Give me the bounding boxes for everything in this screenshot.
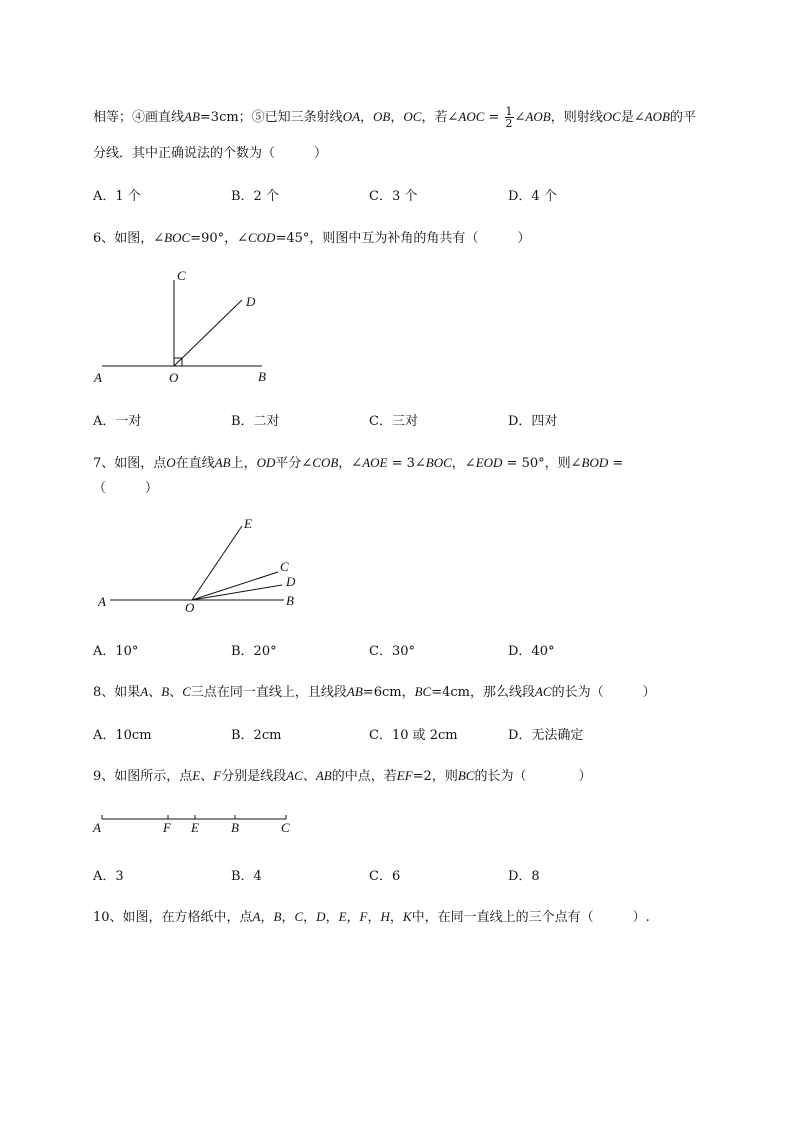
q8-option-d[interactable]: D．无法确定 <box>508 728 584 743</box>
q7-label-d: D <box>286 574 296 589</box>
q7-label-o: O <box>185 600 195 615</box>
q6-ray-od <box>174 300 242 366</box>
q6-figure <box>90 262 290 387</box>
q9-label-b: B <box>231 820 239 835</box>
q5-line2: 分线．其中正确说法的个数为（ ） <box>93 146 328 161</box>
q9-stem: 9、如图所示，点E、F分别是线段AC、AB的中点，若EF=2，则BC的长为（ ） <box>93 768 592 784</box>
q7-label-e: E <box>244 516 252 531</box>
q10-stem: 10、如图，在方格纸中，点A，B，C，D，E，F，H，K中，在同一直线上的三个点有（ ）. <box>93 909 650 925</box>
q6-option-a[interactable]: A．一对 <box>93 414 142 429</box>
q8-option-c[interactable]: C．10 或 2cm <box>369 728 458 743</box>
q9-label-e: E <box>191 820 199 835</box>
q9-label-a: A <box>93 820 101 835</box>
q9-option-c[interactable]: C．6 <box>369 869 401 884</box>
q5-option-a[interactable]: A．1 个 <box>93 189 141 204</box>
q8-option-b[interactable]: B．2cm <box>231 728 282 743</box>
q6-option-b[interactable]: B．二对 <box>231 414 280 429</box>
q9-figure <box>90 808 300 838</box>
q6-label-d: D <box>246 294 256 309</box>
q5-option-b[interactable]: B．2 个 <box>231 189 279 204</box>
q7-stem: 7、如图，点O在直线AB上，OD平分∠COB，∠AOE = 3∠BOC，∠EOD = 50°，则∠BOD = <box>93 455 624 471</box>
q9-label-f: F <box>163 820 171 835</box>
q5-line1: 相等；④画直线AB=3cm；⑤已知三条射线OA，OB，OC，若∠AOC = $\frac{1}{2}$ ∠AOB，则射线OC是∠AOB的平 <box>93 105 697 130</box>
q9-option-a[interactable]: A．3 <box>93 869 124 884</box>
q6-option-c[interactable]: C．三对 <box>369 414 418 429</box>
q6-stem: 6、如图，∠BOC=90°，∠COD=45°，则图中互为补角的角共有（ ） <box>93 230 531 246</box>
q8-option-a[interactable]: A．10cm <box>93 728 152 743</box>
q7-option-d[interactable]: D．40° <box>508 644 555 659</box>
q7-label-c: C <box>280 559 289 574</box>
q7-option-b[interactable]: B．20° <box>231 644 277 659</box>
q6-option-d[interactable]: D．四对 <box>508 414 558 429</box>
q7-label-a: A <box>98 594 106 609</box>
q6-label-c: C <box>177 268 186 283</box>
q5-option-c[interactable]: C．3 个 <box>369 189 418 204</box>
q9-option-b[interactable]: B．4 <box>231 869 262 884</box>
q7-label-b: B <box>286 593 294 608</box>
q7-figure <box>90 512 310 617</box>
q7-option-a[interactable]: A．10° <box>93 644 139 659</box>
q5-option-d[interactable]: D．4 个 <box>508 189 557 204</box>
q7-ray-oe <box>192 526 242 600</box>
q9-label-c: C <box>281 820 290 835</box>
q6-label-b: B <box>258 369 266 384</box>
q7-option-c[interactable]: C．30° <box>369 644 415 659</box>
q7-ray-oc <box>192 572 278 600</box>
fraction-one-half: $\frac{1}{2}$ <box>505 105 513 130</box>
q8-stem: 8、如果A、B、C三点在同一直线上，且线段AB=6cm，BC=4cm，那么线段AC的长为（ ） <box>93 684 656 700</box>
q6-label-a: A <box>94 370 102 385</box>
q9-option-d[interactable]: D．8 <box>508 869 540 884</box>
q6-label-o: O <box>169 370 179 385</box>
q7-ray-od <box>192 585 282 600</box>
q7-line2: （ ） <box>93 481 159 496</box>
